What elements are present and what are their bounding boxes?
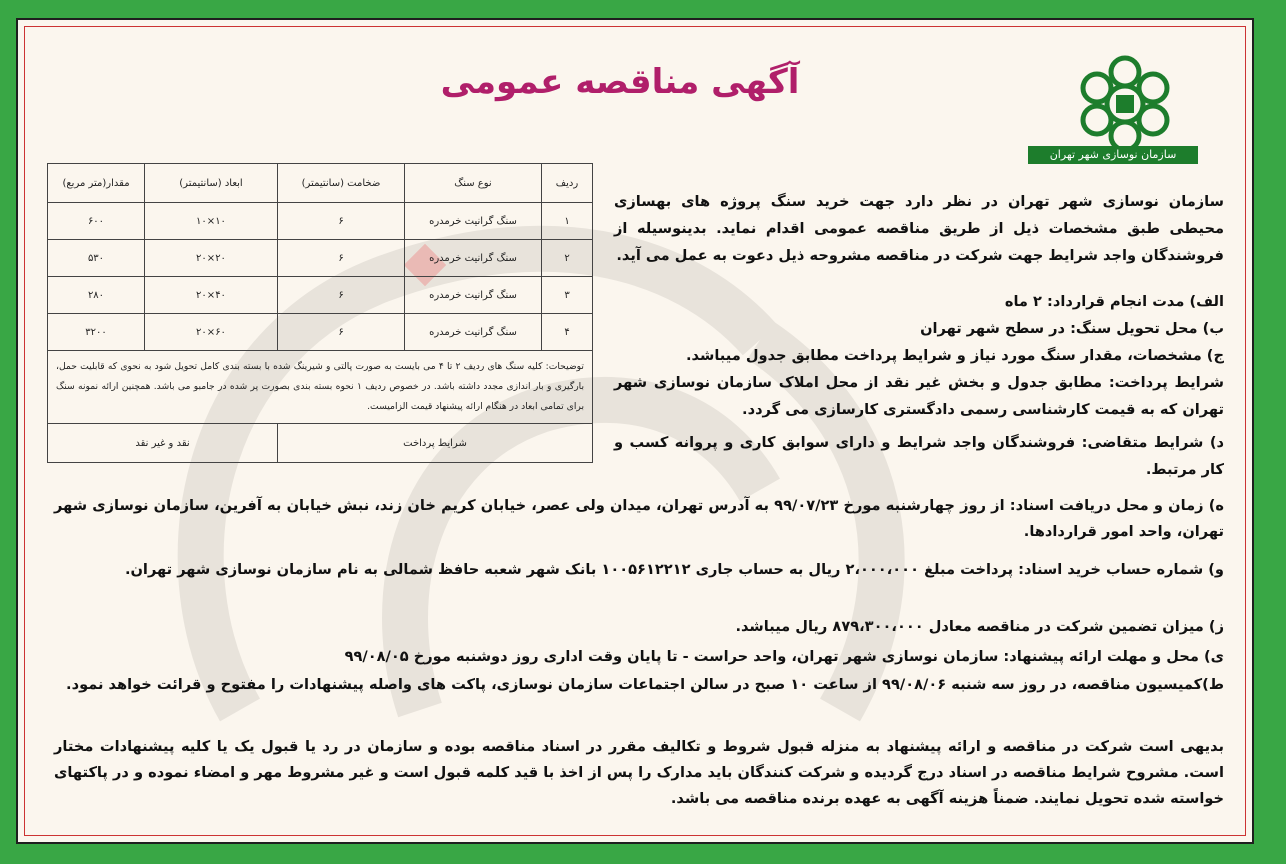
cell-dimensions: ۱۰×۱۰ bbox=[145, 203, 278, 240]
cell-thickness: ۶ bbox=[278, 240, 405, 277]
cell-thickness: ۶ bbox=[278, 314, 405, 351]
cell-dimensions: ۶۰×۲۰ bbox=[145, 314, 278, 351]
payment-row bbox=[48, 424, 593, 463]
cell-quantity: ۵۳۰ bbox=[48, 240, 145, 277]
closing-paragraph: بدیهی است شرکت در مناقصه و ارائه پیشنهاد به منزله قبول شروط و تکالیف مقرر در اسناد مناقصه بوده و سازمان در رد یا قبول یک یا کلیه پیشنهادات مختار است. مشروح شرایط مناقصه در اسناد درج گردیده و شرکت کنندگان باید مدارک را پس از اخذ با قید کلمه قبول است و غیر مشروط مهر و امضاء نموده و در پاکتهای خواسته شده تحویل نمایند. ضمناً هزینه آگهی به عهده برنده مناقصه می باشد. bbox=[54, 738, 1224, 807]
table-note-row bbox=[48, 351, 593, 424]
payment-label: شرایط پرداخت bbox=[278, 424, 593, 463]
clause-a: الف) مدت انجام قرارداد: ۲ ماه bbox=[1004, 293, 1224, 310]
clause-c: ج) مشخصات، مقدار سنگ مورد نیاز و شرایط پرداخت مطابق جدول میباشد. bbox=[686, 347, 1224, 364]
cell-quantity: ۶۰۰ bbox=[48, 203, 145, 240]
clause-h: ه) زمان و محل دریافت اسناد: از روز چهارشنبه مورخ ۹۹/۰۷/۲۳ به آدرس تهران، میدان ولی عصر، خیابان کریم خان زند، نبش خیابان به آفرین، سازمان نوسازی شهر تهران، واحد امور قراردادها. bbox=[54, 497, 1224, 540]
table-row bbox=[48, 240, 593, 277]
clause-d: د) شرایط متقاضی: فروشندگان واجد شرایط و دارای سوابق کاری و پروانه کسب و کار مرتبط. bbox=[614, 434, 1224, 478]
cell-stone-type: سنگ گرانیت خرمدره bbox=[405, 314, 542, 351]
cell-row-number: ۳ bbox=[542, 277, 593, 314]
header-dimensions: ابعاد (سانتیمتر) bbox=[145, 164, 278, 203]
clause-v: و) شماره حساب خرید اسناد: پرداخت مبلغ ۲،۰۰۰،۰۰۰ ریال به حساب جاری ۱۰۰۵۶۱۲۲۱۲ بانک شهر شعبه حافظ شمالی به نام سازمان نوسازی شهر تهران. bbox=[124, 561, 1224, 578]
header-quantity: مقدار(متر مربع) bbox=[48, 164, 145, 203]
table-row bbox=[48, 277, 593, 314]
organization-caption: سازمان نوسازی شهر تهران bbox=[1028, 146, 1198, 164]
intro-paragraph: سازمان نوسازی شهر تهران در نظر دارد جهت خرید سنگ پروژه های بهسازی محیطی طبق مشخصات ذیل از طریق مناقصه عمومی اقدام نماید. بدینوسیله از فروشندگان واجد شرایط جهت شرکت در مناقصه مشروحه ذیل دعوت به عمل می آید. bbox=[614, 193, 1224, 264]
cell-thickness: ۶ bbox=[278, 203, 405, 240]
cell-quantity: ۲۸۰ bbox=[48, 277, 145, 314]
cell-row-number: ۱ bbox=[542, 203, 593, 240]
clause-t: ط)کمیسیون مناقصه، در روز سه شنبه ۹۹/۰۸/۰۶ از ساعت ۱۰ صبح در سالن اجتماعات سازمان نوسازی، پاکت های واصله پیشنهادات را مفتوح و قرائت خواهد نمود. bbox=[66, 676, 1224, 693]
cell-quantity: ۳۲۰۰ bbox=[48, 314, 145, 351]
header-stone-type: نوع سنگ bbox=[405, 164, 542, 203]
clause-payment: شرایط پرداخت: مطابق جدول و بخش غیر نقد از محل املاک سازمان نوسازی شهر تهران که به قیمت کارشناسی رسمی دادگستری کارسازی می گردد. bbox=[614, 374, 1224, 418]
cell-thickness: ۶ bbox=[278, 277, 405, 314]
cell-dimensions: ۴۰×۲۰ bbox=[145, 277, 278, 314]
table-note: توضیحات: کلیه سنگ های ردیف ۲ تا ۴ می بایست به صورت پالتی و شیرینگ شده با بسته بندی کامل تحویل شود به نحوی که قابلیت حمل، بارگیری و بار اندازی مجدد داشته باشد. در خصوص ردیف ۱ نحوه بسته بندی بصورت پر شده در جامبو می باشد. همچنین ارائه نمونه سنگ برای تمامی ابعاد در هنگام ارائه پیشنهاد قیمت الزامیست. bbox=[48, 351, 593, 424]
cell-dimensions: ۲۰×۲۰ bbox=[145, 240, 278, 277]
payment-value: نقد و غیر نقد bbox=[48, 424, 278, 463]
stone-specifications-table bbox=[47, 163, 593, 463]
clause-y: ی) محل و مهلت ارائه پیشنهاد: سازمان نوسازی شهر تهران، واحد حراست - تا پایان وقت اداری روز دوشنبه مورخ ۹۹/۰۸/۰۵ bbox=[344, 648, 1224, 665]
cell-stone-type: سنگ گرانیت خرمدره bbox=[405, 277, 542, 314]
cell-row-number: ۲ bbox=[542, 240, 593, 277]
table-row bbox=[48, 203, 593, 240]
cell-row-number: ۴ bbox=[542, 314, 593, 351]
cell-stone-type: سنگ گرانیت خرمدره bbox=[405, 240, 542, 277]
cell-stone-type: سنگ گرانیت خرمدره bbox=[405, 203, 542, 240]
clause-z: ز) میزان تضمین شرکت در مناقصه معادل ۸۷۹،۳۰۰،۰۰۰ ریال میباشد. bbox=[735, 618, 1224, 635]
table-row bbox=[48, 314, 593, 351]
page-title: آگهی مناقصه عمومی bbox=[440, 62, 800, 102]
header-row-number: ردیف bbox=[542, 164, 593, 203]
clause-b: ب) محل تحویل سنگ: در سطح شهر تهران bbox=[920, 320, 1224, 337]
header-thickness: ضخامت (سانتیمتر) bbox=[278, 164, 405, 203]
table-header-row bbox=[48, 164, 593, 203]
